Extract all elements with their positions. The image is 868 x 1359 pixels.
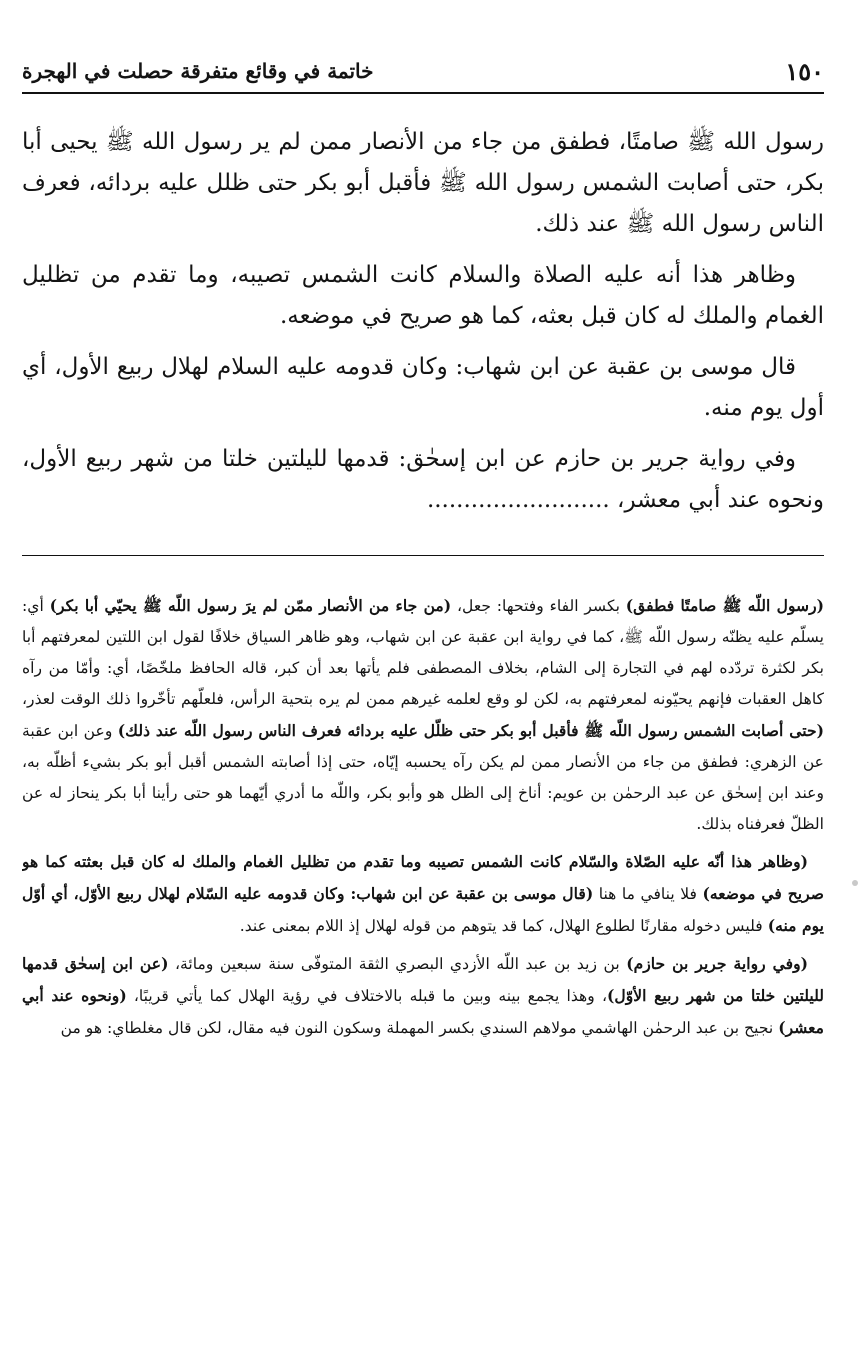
quoted-matn: (وفي رواية جرير بن حازم) [626,954,808,973]
main-paragraph-1: رسول الله ﷺ صامتًا، فطفق من جاء من الأنصار ممن لم ير رسول الله ﷺ يحيى أبا بكر، حتى أصابت الشمس رسول الله ﷺ فأقبل أبو بكر حتى ظلل عليه بردائه، فعرف الناس رسول الله ﷺ عند ذلك. [22,129,824,237]
commentary-text-run: بن زيد بن عبد اللّه الأزدي البصري الثقة المتوفّى سنة سبعين ومائة، [168,955,627,973]
quoted-matn: (وظاهر هذا أنّه عليه الصّلاة والسّلام كانت الشمس تصيبه وما تقدم من تظليل الغمام والملك له كان قبل بعثته كما هو صريح في موضعه) [22,852,824,903]
commentary-paragraph-1 [22,590,824,840]
commentary-text-run: أي: يسلّم عليه يظنّه رسول اللّه ﷺ، كما في رواية ابن عقبة عن ابن شهاب، وهو ظاهر السياق خلافًا لقول ابن اللتين لمعرفتهم أبا بكر لكثرة تردّده لهم في التجارة إلى الشام، بخلاف المصطفى فلم يأتها بعد أن كبر، قاله الحافظ ملخّصًا، أي: وأمّا من رآه كاهل العقبات فإنهم يحيّونه لمعرفتهم به، لكن لو وقع لعلمه غيرهم ممن لم يره بتحية الرأس، فلعلّهم تأخّروا ذلك الوقت لعذر، [22,597,824,708]
page-number: ١٥٠ [785,56,824,86]
commentary-paragraph-3 [22,948,824,1044]
commentary-text-run: فليس دخوله مقارنًا لطلوع الهلال، كما قد يتوهم من قوله لهلال إذ اللام بمعنى عند. [239,917,768,935]
commentary-text-run: فلا ينافي ما هنا [593,885,703,903]
main-paragraph-2: وظاهر هذا أنه عليه الصلاة والسلام كانت الشمس تصيبه، وما تقدم من تظليل الغمام والملك له كان قبل بعثه، كما هو صريح في موضعه. [22,262,824,329]
commentary-text-run: وعن ابن عقبة عن الزهري: فطفق من جاء من الأنصار ممن لم يكن رآه يحسبه إيّاه، حتى إذا أصابته الشمس أقبل أبو بكر بشيء أظلّه به، وعند ابن إسحٰق عن عبد الرحمٰن بن عويم: أناخ إلى الظل هو وأبو بكر، واللّه ما أدري أيّهما هو حتى رأينا أبا بكر ينحاز له عن الظلّ فعرفناه بذلك. [22,722,824,833]
scan-speck [852,880,858,886]
main-paragraph-3: قال موسى بن عقبة عن ابن شهاب: وكان قدومه عليه السلام لهلال ربيع الأول، أي أول يوم منه. [22,354,824,421]
commentary-text-run: ، وهذا يجمع بينه وبين ما قبله بالاختلاف في رؤية الهلال كما يأتي قريبًا، [126,987,608,1005]
quoted-matn: (ونحوه عند أبي معشر) [22,986,824,1037]
quoted-matn: (عن ابن إسحٰق قدمها لليلتين خلتا من شهر ربيع الأوّل) [22,954,824,1005]
commentary-text [22,590,824,1330]
quoted-matn: (من جاء من الأنصار ممّن لم يرَ رسول اللّه ﷺ يحيّي أبا بكر) [49,596,452,615]
main-paragraph-4-text: وفي رواية جرير بن حازم عن ابن إسحٰق: قدمها لليلتين خلتا من شهر ربيع الأول، ونحوه عند أبي معشر، [22,446,824,513]
chapter-title: خاتمة في وقائع متفرقة حصلت في الهجرة [22,59,374,83]
main-text [22,122,824,540]
ellipsis-dots: ......................... [426,487,610,513]
commentary-text-run: نجيح بن عبد الرحمٰن الهاشمي مولاهم السندي بكسر المهملة وسكون النون فيه مقال، لكن قال مغلطاي: هو من [60,1019,779,1037]
running-header [22,50,824,94]
separator-line [22,555,824,556]
book-page [22,0,824,1359]
quoted-matn: (حتى أصابت الشمس رسول اللّه ﷺ فأقبل أبو بكر حتى ظلّل عليه بردائه فعرف الناس رسول اللّه عند ذلك) [117,721,824,740]
quoted-matn: (قال موسى بن عقبة عن ابن شهاب: وكان قدومه عليه السّلام لهلال ربيع الأوّل، أي أوّل يوم منه) [22,884,824,935]
commentary-paragraph-2 [22,846,824,942]
quoted-matn: (رسول اللّه ﷺ صامتًا فطفق) [625,596,824,615]
commentary-text-run: بكسر الفاء وفتحها: جعل، [451,597,626,615]
main-paragraph-4 [22,439,824,521]
